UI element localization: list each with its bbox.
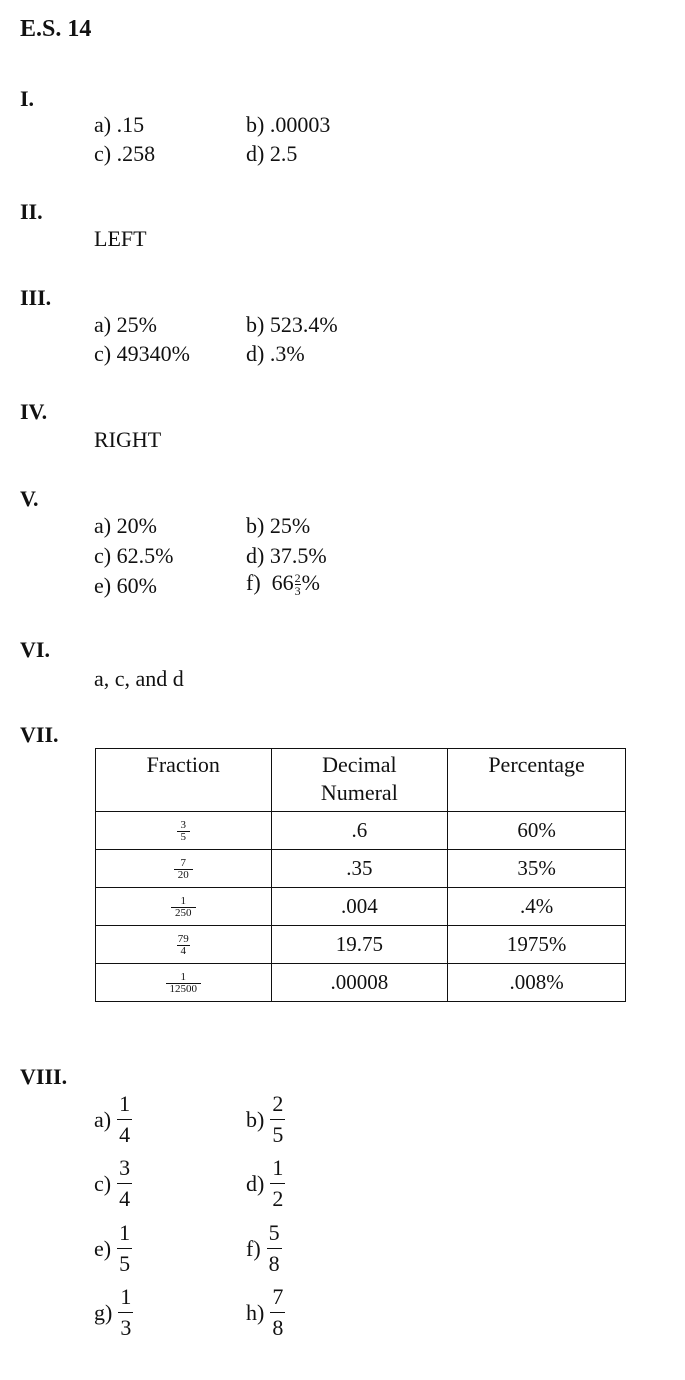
fraction bbox=[117, 1157, 132, 1210]
table-row bbox=[96, 964, 626, 1002]
answer-4: RIGHT bbox=[94, 427, 162, 452]
section-heading-4: IV. bbox=[20, 399, 48, 424]
header-percentage: Percentage bbox=[448, 749, 626, 812]
fraction-denominator: 4 bbox=[177, 945, 191, 957]
answer-8c bbox=[94, 1157, 132, 1210]
answer-8d bbox=[246, 1157, 285, 1210]
fraction bbox=[270, 1286, 285, 1339]
fraction-denominator: 12500 bbox=[166, 983, 202, 995]
answer-5f-whole: 66 bbox=[271, 570, 294, 595]
fraction bbox=[177, 934, 191, 957]
section-heading-2: II. bbox=[20, 199, 43, 224]
answer-5f-fraction bbox=[295, 572, 301, 597]
fraction-numerator: 1 bbox=[180, 971, 187, 984]
header-decimal-numeral bbox=[271, 749, 448, 812]
section-heading-1: I. bbox=[20, 86, 35, 111]
fraction-numerator: 1 bbox=[272, 1155, 284, 1180]
answer-8b bbox=[246, 1093, 285, 1146]
percentage-cell: 1975% bbox=[448, 926, 626, 964]
fraction-cell bbox=[96, 926, 272, 964]
answer-5b: b) 25% bbox=[246, 513, 311, 538]
fraction bbox=[118, 1286, 133, 1339]
answer-3d: d) .3% bbox=[246, 341, 305, 366]
fraction-denominator: 20 bbox=[174, 869, 193, 881]
answer-3a: a) 25% bbox=[94, 312, 157, 337]
answer-5f-suffix: % bbox=[301, 570, 320, 595]
decimal-cell: 19.75 bbox=[271, 926, 448, 964]
fraction bbox=[117, 1222, 132, 1275]
answer-8g bbox=[94, 1286, 133, 1339]
answer-1b: b) .00003 bbox=[246, 112, 331, 137]
answer-label: e) bbox=[94, 1235, 112, 1261]
fraction-cell bbox=[96, 850, 272, 888]
section-heading-8: VIII. bbox=[20, 1064, 68, 1089]
table-row bbox=[96, 888, 626, 926]
decimal-cell: .00008 bbox=[271, 964, 448, 1002]
answer-label: a) bbox=[94, 1106, 112, 1132]
fraction bbox=[166, 972, 202, 995]
answer-5c: c) 62.5% bbox=[94, 543, 174, 568]
answer-1c: c) .258 bbox=[94, 141, 156, 166]
fraction bbox=[177, 820, 191, 843]
fraction bbox=[171, 896, 196, 919]
answer-8h bbox=[246, 1286, 285, 1339]
fraction bbox=[267, 1222, 282, 1275]
fraction-denominator: 4 bbox=[117, 1119, 132, 1146]
fraction-numerator: 1 bbox=[119, 1091, 131, 1116]
fraction-denominator: 5 bbox=[270, 1119, 285, 1146]
table-header-row bbox=[96, 749, 626, 812]
fraction bbox=[117, 1093, 132, 1146]
fraction-cell bbox=[96, 888, 272, 926]
fraction bbox=[174, 858, 193, 881]
answer-8a bbox=[94, 1093, 132, 1146]
decimal-cell: .6 bbox=[271, 812, 448, 850]
fraction-numerator: 7 bbox=[180, 857, 187, 870]
answer-label: c) bbox=[94, 1170, 112, 1196]
answer-6: a, c, and d bbox=[94, 666, 184, 691]
answer-5f-label: f) bbox=[246, 570, 261, 595]
fraction-denominator: 5 bbox=[177, 831, 191, 843]
fraction-numerator: 1 bbox=[180, 895, 187, 908]
answer-5d: d) 37.5% bbox=[246, 543, 327, 568]
answer-1a: a) .15 bbox=[94, 112, 145, 137]
answer-2: LEFT bbox=[94, 226, 147, 251]
fraction-numerator: 3 bbox=[180, 819, 187, 832]
fraction-numerator: 2 bbox=[294, 571, 301, 586]
fraction-denominator: 8 bbox=[270, 1312, 285, 1339]
percentage-cell: .4% bbox=[448, 888, 626, 926]
answer-1d: d) 2.5 bbox=[246, 141, 298, 166]
section-heading-3: III. bbox=[20, 285, 52, 310]
table-row bbox=[96, 850, 626, 888]
fraction-numerator: 79 bbox=[177, 933, 189, 946]
decimal-cell: .35 bbox=[271, 850, 448, 888]
answer-label: h) bbox=[246, 1299, 265, 1325]
header-decimal-line1: Decimal bbox=[322, 752, 397, 777]
fraction-cell bbox=[96, 812, 272, 850]
answer-8e bbox=[94, 1222, 132, 1275]
section-heading-6: VI. bbox=[20, 637, 50, 662]
fraction-denominator: 4 bbox=[117, 1183, 132, 1210]
fraction-denominator: 3 bbox=[294, 584, 301, 599]
fraction-numerator: 3 bbox=[119, 1155, 131, 1180]
fraction-denominator: 2 bbox=[270, 1183, 285, 1210]
decimal-cell: .004 bbox=[271, 888, 448, 926]
page-title: E.S. 14 bbox=[20, 16, 92, 42]
answer-label: b) bbox=[246, 1106, 265, 1132]
table-row bbox=[96, 812, 626, 850]
answer-8f bbox=[246, 1222, 282, 1275]
answer-label: g) bbox=[94, 1299, 113, 1325]
answer-3b: b) 523.4% bbox=[246, 312, 338, 337]
fraction bbox=[270, 1157, 285, 1210]
fraction-denominator: 3 bbox=[118, 1312, 133, 1339]
fraction-cell bbox=[96, 964, 272, 1002]
percentage-cell: .008% bbox=[448, 964, 626, 1002]
fraction-numerator: 1 bbox=[120, 1284, 132, 1309]
header-fraction: Fraction bbox=[96, 749, 272, 812]
percentage-cell: 35% bbox=[448, 850, 626, 888]
table-row bbox=[96, 926, 626, 964]
percentage-cell: 60% bbox=[448, 812, 626, 850]
answer-5f bbox=[246, 570, 320, 597]
fraction-numerator: 5 bbox=[268, 1220, 280, 1245]
fraction-denominator: 5 bbox=[117, 1248, 132, 1275]
fraction-numerator: 7 bbox=[272, 1284, 284, 1309]
answer-5a: a) 20% bbox=[94, 513, 157, 538]
answer-5e: e) 60% bbox=[94, 573, 157, 598]
fraction-numerator: 2 bbox=[272, 1091, 284, 1116]
fraction-denominator: 250 bbox=[171, 907, 196, 919]
fraction-numerator: 1 bbox=[119, 1220, 131, 1245]
fraction bbox=[270, 1093, 285, 1146]
fraction-denominator: 8 bbox=[267, 1248, 282, 1275]
section-heading-7: VII. bbox=[20, 722, 59, 747]
answer-3c: c) 49340% bbox=[94, 341, 190, 366]
conversion-table bbox=[95, 748, 626, 1002]
header-decimal-line2: Numeral bbox=[320, 780, 398, 805]
answer-label: f) bbox=[246, 1235, 261, 1261]
answer-label: d) bbox=[246, 1170, 265, 1196]
section-heading-5: V. bbox=[20, 486, 39, 511]
